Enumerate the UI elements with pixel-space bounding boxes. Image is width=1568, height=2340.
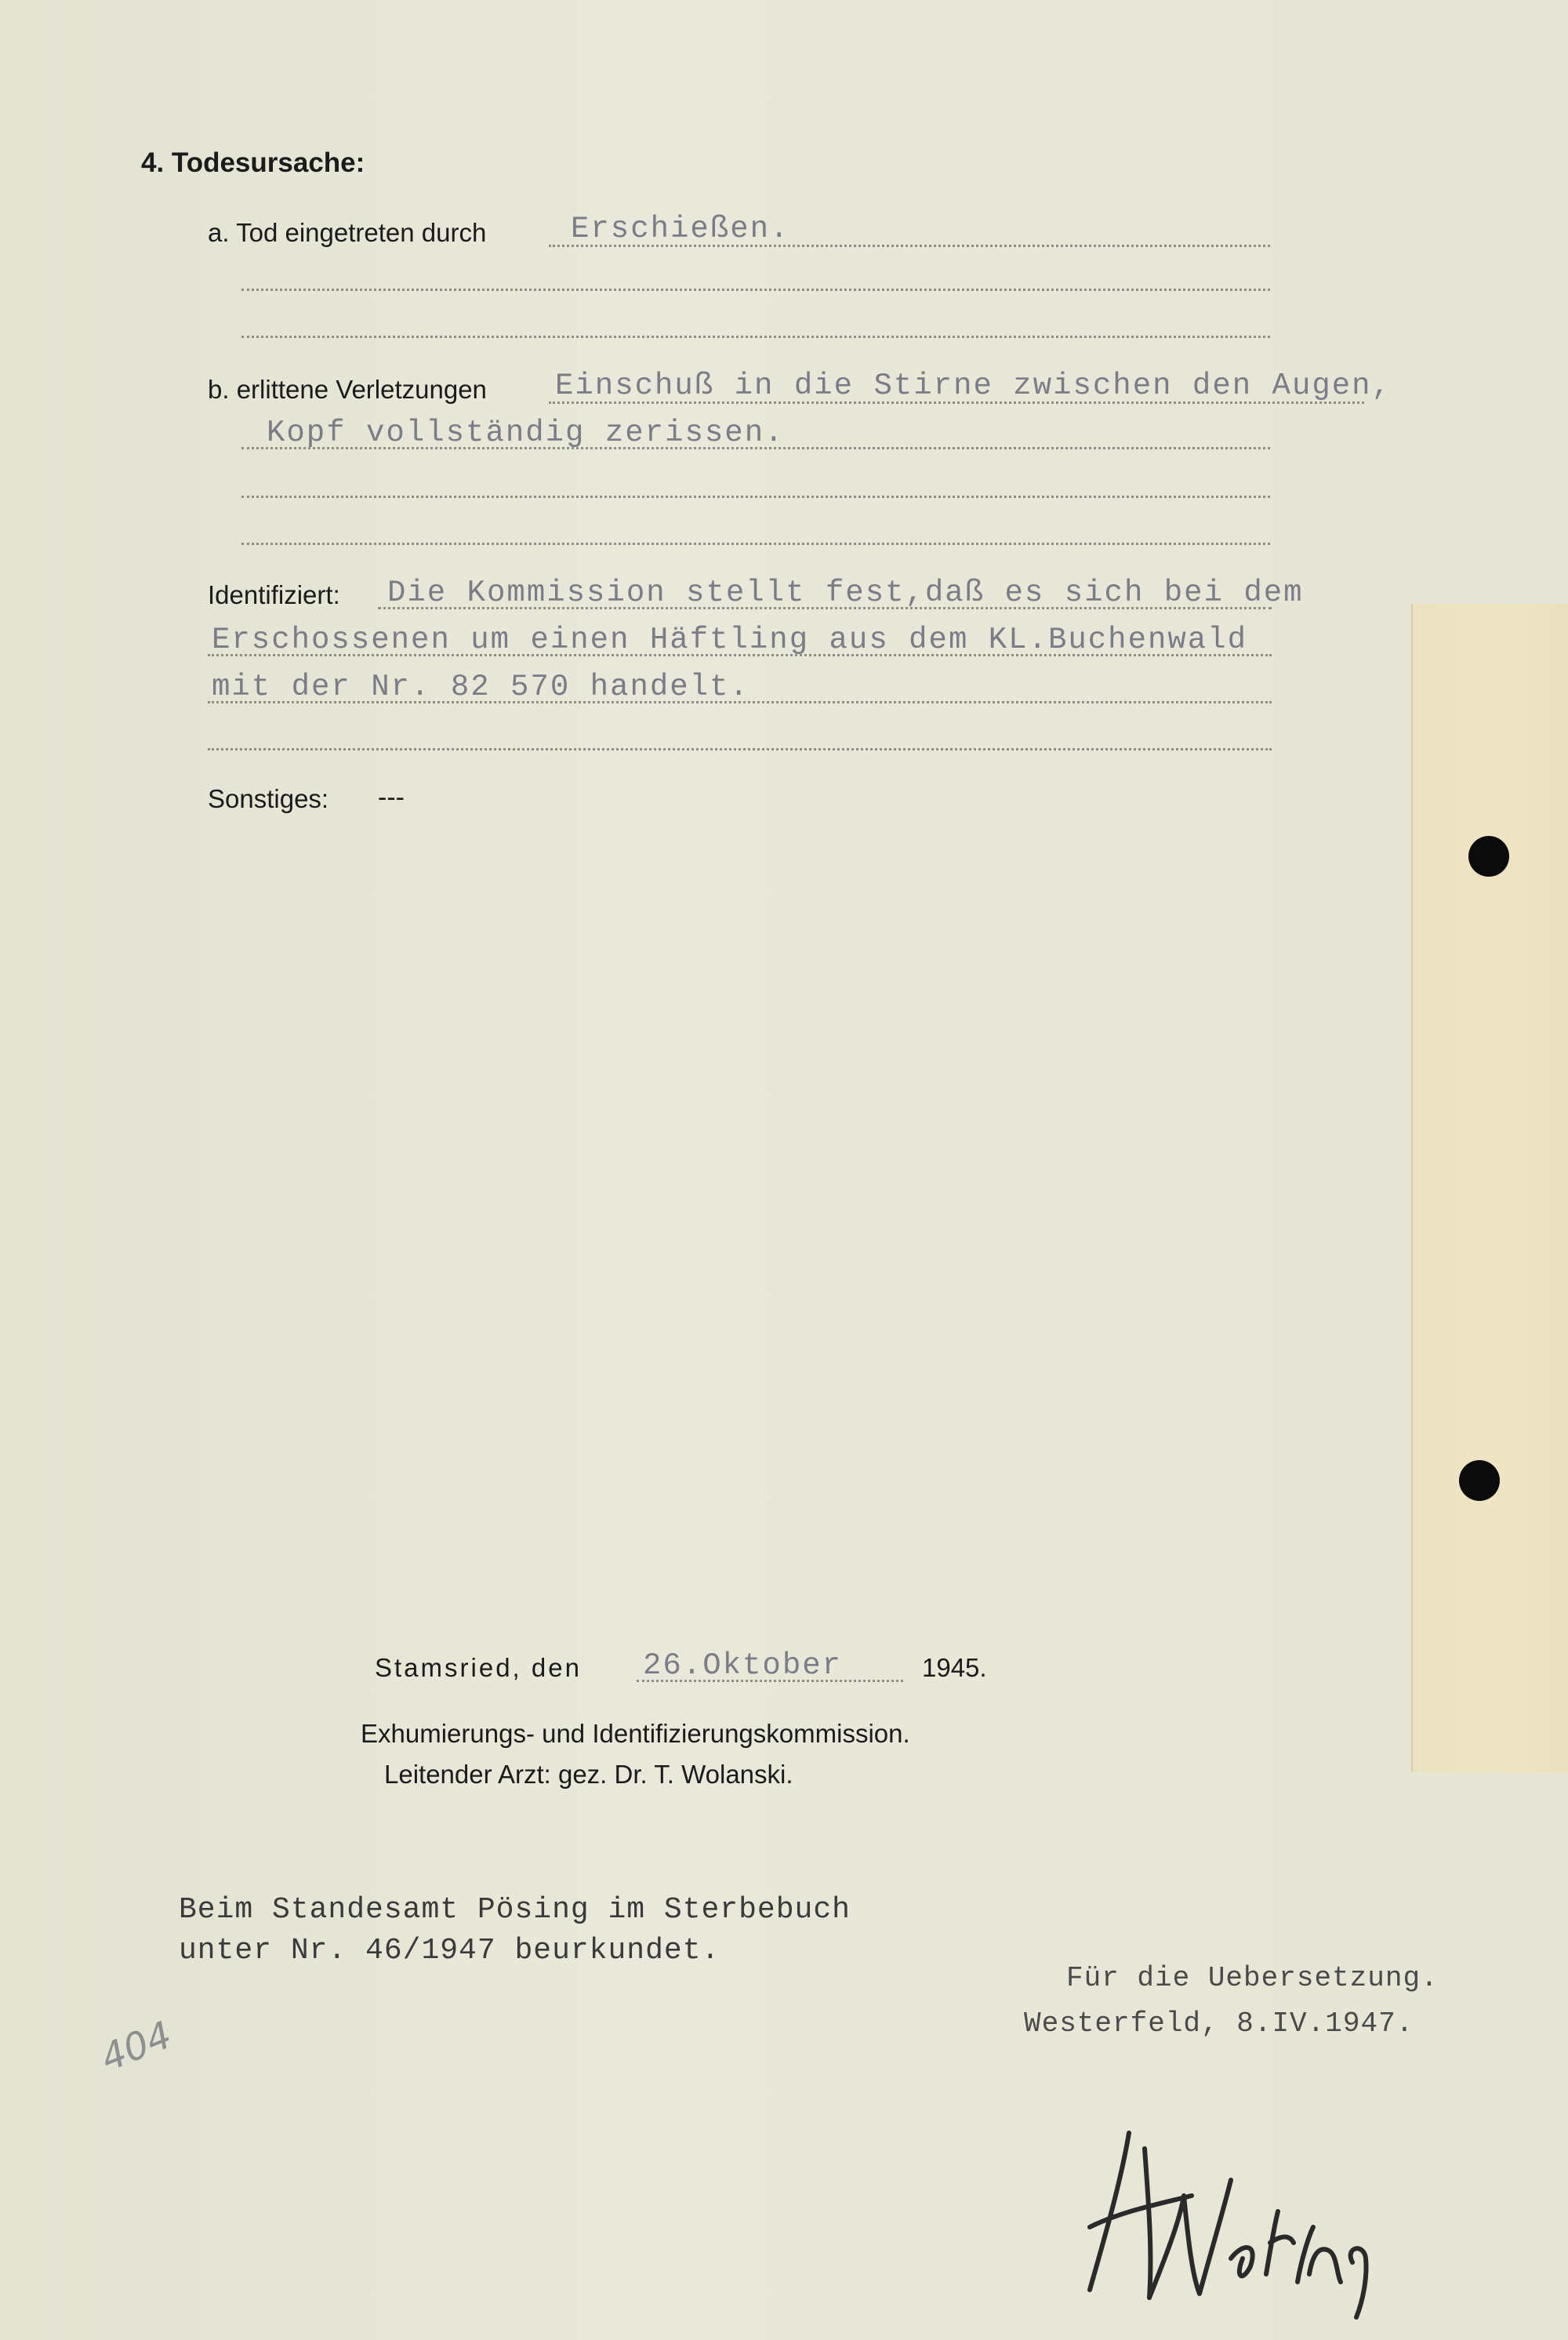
dotted-line bbox=[241, 336, 1270, 338]
binding-strip bbox=[1411, 604, 1568, 1772]
registry-line1: Beim Standesamt Pösing im Sterbebuch bbox=[179, 1893, 851, 1927]
identified-line3: mit der Nr. 82 570 handelt. bbox=[212, 670, 750, 704]
registry-line2: unter Nr. 46/1947 beurkundet. bbox=[179, 1934, 720, 1968]
injuries-label: b. erlittene Verletzungen bbox=[208, 375, 487, 404]
identified-line1: Die Kommission stellt fest,daß es sich bei dem bbox=[387, 576, 1304, 610]
closing-date: 26.Oktober bbox=[643, 1648, 843, 1683]
misc-label: Sonstiges: bbox=[208, 784, 329, 813]
commission-name: Exhumierungs- und Identifizierungskommission. bbox=[361, 1719, 910, 1748]
punch-hole-lower bbox=[1459, 1460, 1500, 1501]
doctor-signature-line: Leitender Arzt: gez. Dr. T. Wolanski. bbox=[384, 1760, 793, 1789]
dotted-line bbox=[241, 496, 1270, 498]
translation-line2: Westerfeld, 8.IV.1947. bbox=[1024, 2008, 1414, 2040]
misc-value: --- bbox=[378, 783, 405, 812]
dotted-line bbox=[241, 543, 1270, 545]
closing-place: Stamsried, den bbox=[375, 1653, 582, 1682]
punch-hole-upper bbox=[1468, 836, 1509, 877]
cause-label: a. Tod eingetreten durch bbox=[208, 218, 487, 247]
dotted-line bbox=[241, 289, 1270, 291]
margin-note: 404 bbox=[94, 2012, 178, 2081]
cause-value: Erschießen. bbox=[571, 212, 790, 246]
handwritten-signature bbox=[1074, 2117, 1388, 2321]
injuries-value-line2: Kopf vollständig zerissen. bbox=[267, 416, 785, 450]
injuries-value-line1: Einschuß in die Stirne zwischen den Augen, bbox=[555, 369, 1392, 403]
closing-year: 1945. bbox=[922, 1653, 987, 1682]
translation-line1: Für die Uebersetzung. bbox=[1066, 1962, 1439, 1994]
dotted-line bbox=[208, 748, 1272, 750]
section-title: 4. Todesursache: bbox=[141, 147, 365, 178]
identified-label: Identifiziert: bbox=[208, 580, 340, 609]
identified-line2: Erschossenen um einen Häftling aus dem KL.Buchenwald bbox=[212, 623, 1247, 657]
